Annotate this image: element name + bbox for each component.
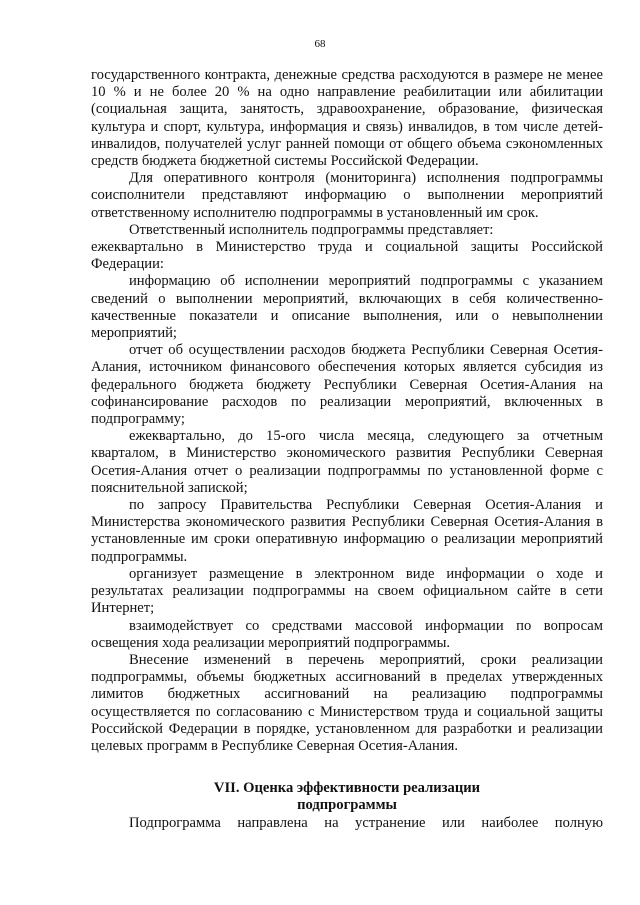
paragraph-execution-info: информацию об исполнении мероприятий подпрограммы с указанием сведений о выполнении мероприятий, включающих в себя количественно-качественные показатели и описание выполнения, или о невыполнении мероприятий; [91, 273, 603, 342]
section-heading-line1: VII. Оценка эффективности реализации [213, 780, 481, 797]
paragraph-media-interaction: взаимодействует со средствами массовой информации по вопросам освещения хода реализации мероприятий подпрограммы. [91, 617, 603, 651]
paragraph-online-publication: организует размещение в электронном виде информации о ходе и результатах реализации подпрограммы на своем официальном сайте в сети Интернет; [91, 565, 603, 617]
paragraph-final: Подпрограмма направлена на устранение или наиболее полную [129, 814, 603, 831]
paragraph-quarterly-ministry: ежеквартально в Министерство труда и социальной защиты Российской Федерации: [91, 239, 603, 273]
paragraph-contract-funds: государственного контракта, денежные средства расходуются в размере не менее 10 % и не более 20 % на одно направление реабилитации или абилитации (социальная защита, занятость, здравоохранение, образование, физическая культура и спорт, культура, информация и связь) инвалидов, в том числе детей-инвалидов, получателей услуг ранней помощи от общего объема сэкономленных средств бюджета бюджетной системы Российской Федерации. [91, 67, 603, 170]
section-heading [91, 780, 603, 814]
paragraph-budget-report: отчет об осуществлении расходов бюджета Республики Северная Осетия-Алания, источником финансового обеспечения которых является субсидия из федерального бюджета бюджету Республики Северная Осетия-Алания на софинансирование расходов по реализации мероприятий, включенных в подпрограмму; [91, 342, 603, 428]
section-heading-line2: подпрограммы [297, 797, 397, 814]
paragraph-quarterly-report: ежеквартально, до 15-ого числа месяца, следующего за отчетным кварталом, в Министерство экономического развития Республики Северная Осетия-Алания отчет о реализации подпрограммы по установленной форме с пояснительной запиской; [91, 428, 603, 496]
paragraph-amendments: Внесение изменений в перечень мероприятий, сроки реализации подпрограммы, объемы бюджетных ассигнований в пределах утвержденных лимитов бюджетных ассигнований на реализацию подпрограммы осуществляется по согласованию с Министерством труда и социальной защиты Российской Федерации в порядке, установленном для разработки и реализации целевых программ в Республике Северная Осетия-Алания. [91, 651, 603, 754]
paragraph-responsible-executor: Ответственный исполнитель подпрограммы представляет: [129, 221, 494, 238]
paragraph-government-request: по запросу Правительства Республики Северная Осетия-Алания и Министерства экономического развития Республики Северная Осетия-Алания в установленные им сроки оперативную информацию о реализации мероприятий подпрограммы. [91, 497, 603, 565]
paragraph-monitoring: Для оперативного контроля (мониторинга) исполнения подпрограммы соисполнители представляют информацию о выполнении мероприятий ответственному исполнителю подпрограммы в установленный им срок. [91, 170, 603, 221]
page-number: 68 [314, 38, 326, 50]
body-text [91, 67, 603, 832]
